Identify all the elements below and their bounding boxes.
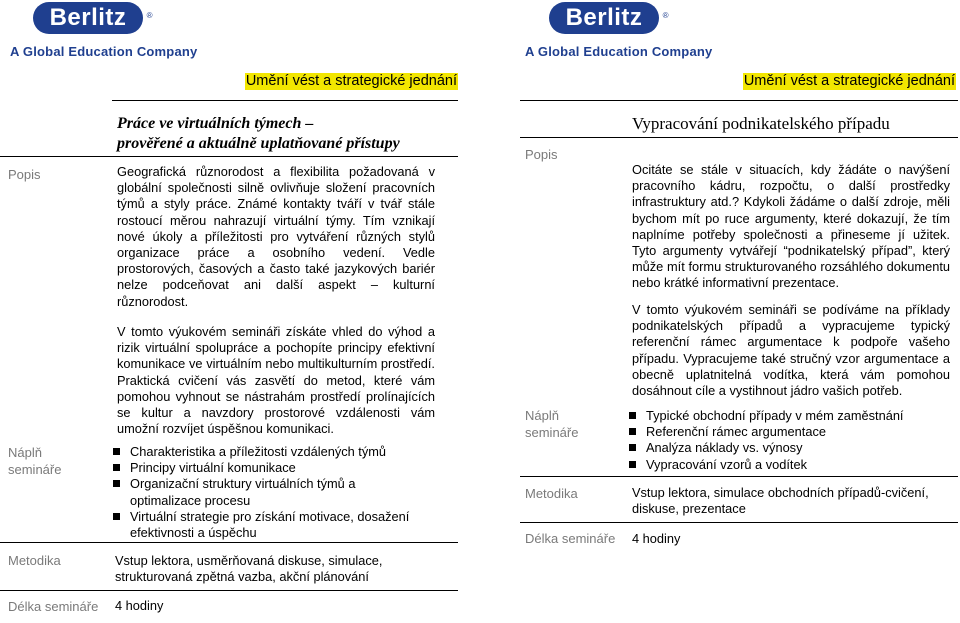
- delka-text: 4 hodiny: [115, 598, 164, 613]
- label-metodika: Metodika: [8, 553, 61, 568]
- popis-paragraph-2: V tomto výukovém semináři získáte vhled do výhod a rizik virtuální spolupráce a pochopíte principy efektivní komunikace ve virtuálním nebo multikulturním prostředí. Praktická cvičení vás zasvětí do metod, které vám pomohou vyhnout se nástrahám prostředí prolínajících se kultur a navzdory prostorové vzdálenosti vám umožní rozvíjet úspěšnou komunikaci.: [117, 324, 435, 437]
- napln-bottom-rule: [520, 476, 958, 477]
- list-item: Virtuální strategie pro získání motivace, dosažení efektivnosti a úspěchu: [112, 509, 430, 541]
- title-top-rule: [520, 100, 958, 101]
- napln-list: [628, 408, 946, 473]
- registered-mark: ®: [662, 11, 669, 20]
- popis-paragraph-2: V tomto výukovém semináři se podíváme na příklady podnikatelských případů a vypracujeme typický referenční rámec argumentace k podpoře vašeho případu. Vypracujeme také stručný vzor argumentace a obecně uplatnitelná vodítka, která vám pomohou dosáhnout cíle a vystihnout jádro vašich potřeb.: [632, 302, 950, 399]
- section-title: [117, 114, 457, 154]
- list-item: Organizační struktury virtuálních týmů a optimalizace procesu: [112, 476, 430, 508]
- title-bottom-rule: [0, 156, 458, 157]
- popis-paragraph-1: Ocitáte se stále v situacích, kdy žádáte o navýšení pracovního kádru, rozpočtu, o další prostředky infrastruktury atd.? Kdykoli žádáme o další zdroje, měli bychom mít po ruce argumenty, které dokazují, že tím naplníme potřeby společnosti a přineseme jí užitek. Tyto argumenty vytvářejí “podnikatelský případ”, který může mít formu strukturovaného rozsáhlého dokumentu nebo krátké informativní prezentace.: [632, 162, 950, 291]
- list-item: Principy virtuální komunikace: [112, 460, 430, 476]
- berlitz-logo: [33, 2, 153, 34]
- label-delka: Délka semináře: [525, 531, 616, 546]
- napln-bottom-rule: [0, 542, 458, 543]
- metodika-bottom-rule: [0, 590, 458, 591]
- title-line-2: prověřené a aktuálně uplatňované přístupy: [117, 135, 400, 152]
- list-item: Vypracování vzorů a vodítek: [628, 457, 946, 473]
- brand-tagline: A Global Education Company: [525, 44, 713, 59]
- logo-text: Berlitz: [49, 4, 127, 31]
- napln-list: [112, 444, 430, 541]
- list-item: Charakteristika a příležitosti vzdálených týmů: [112, 444, 430, 460]
- title-bottom-rule: [520, 137, 958, 138]
- list-item: Referenční rámec argumentace: [628, 424, 946, 440]
- registered-mark: ®: [146, 11, 153, 20]
- section-title: Vypracování podnikatelského případu: [632, 114, 890, 133]
- brand-tagline: A Global Education Company: [10, 44, 198, 59]
- list-item: Typické obchodní případy v mém zaměstnání: [628, 408, 946, 424]
- label-metodika: Metodika: [525, 486, 578, 501]
- label-delka: Délka semináře: [8, 599, 99, 614]
- label-napln: Náplň semináře: [8, 445, 62, 477]
- series-subtitle: Umění vést a strategické jednání: [245, 73, 457, 89]
- metodika-bottom-rule: [520, 522, 958, 523]
- logo-text: Berlitz: [565, 4, 643, 31]
- title-top-rule: [112, 100, 458, 101]
- berlitz-logo: [549, 2, 669, 34]
- right-page: [480, 0, 960, 623]
- list-item: Analýza náklady vs. výnosy: [628, 440, 946, 456]
- label-popis: Popis: [8, 167, 41, 182]
- metodika-text: Vstup lektora, simulace obchodních případů-cvičení, diskuse, prezentace: [632, 485, 929, 517]
- metodika-text: Vstup lektora, usměrňovaná diskuse, simulace, strukturovaná zpětná vazba, akční plánování: [115, 553, 383, 585]
- delka-text: 4 hodiny: [632, 531, 681, 546]
- series-subtitle: Umění vést a strategické jednání: [743, 73, 955, 89]
- label-napln: Náplň semináře: [525, 408, 579, 440]
- label-popis: Popis: [525, 147, 558, 162]
- popis-paragraph-1: Geografická různorodost a flexibilita požadovaná v globální společnosti silně ovlivňuje složení pracovních týmů a styly práce. Známé kontakty tváří v tvář stále rostoucí měrou nahrazují virtuální týmy. Tím vznikají nové úkoly a příležitosti pro vytváření různých stylů organizace práce a osobního vedení. Vedle prostorových, časových a často také jazykových bariér nelze podceňovat ani další aspekt – kulturní různorodost.: [117, 164, 435, 309]
- title-line-1: Práce ve virtuálních týmech –: [117, 115, 314, 132]
